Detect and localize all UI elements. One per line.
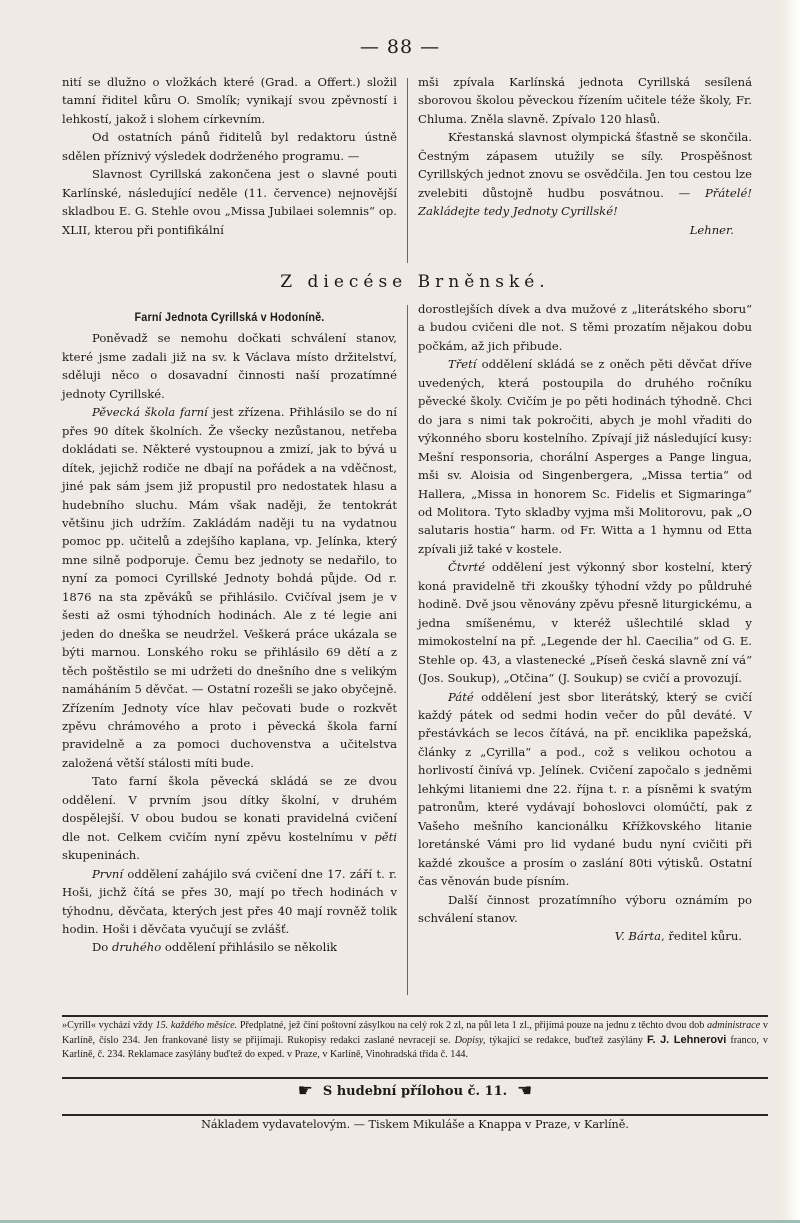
- imprint: Nákladem vydavatelovým. — Tiskem Mikuláše a Knappa v Praze, v Karlíně.: [201, 1118, 629, 1131]
- footer-rule: [62, 1114, 768, 1116]
- emphasis-text: První: [92, 866, 124, 881]
- article-title: Farní Jednota Cyrillská v Hodoníně.: [134, 310, 325, 324]
- paragraph-text: Do: [92, 940, 112, 955]
- paragraph: Slavnost Cyrillská zakončena jest o slavné pouti Karlínské, následující neděle (11. července) nejnovější skladbou E. G. Stehle ovou „Missa Jubilaei solemnis“ op. XLII, kterou při pontifikální: [62, 167, 397, 237]
- emphasis-text: Pěvecká škola farní: [92, 405, 208, 420]
- notice-text: »Cyrill« vychází vždy: [62, 1020, 156, 1031]
- music-supplement-note: [62, 1083, 768, 1100]
- footer-rule: [62, 1015, 768, 1017]
- top-left-column: [62, 73, 397, 239]
- notice-text: týkající se redakce, buďtež zasýlány: [485, 1035, 647, 1046]
- paragraph: [418, 688, 752, 891]
- notice-text: franco, v Karlíně, č. 234. Reklamace zasýlány buďtež do exped. v Praze, v Karlíně, Vinohradská třída č. 144.: [62, 1035, 768, 1060]
- emphasis-text: druhého: [111, 940, 162, 955]
- paragraph-text: oddělení jest výkonný sbor kostelní, který koná pravidelně tři zkoušky týhodní vždy po půldruhé hodině. Dvě jsou věnovány zpěvu přesně liturgickému, a jedna smíšenému, v kteréž ušlechtilé sklad y mimokostelní na př. „Legende der hl. Caecilia“ od G. E. Stehle op. 43, a vlastenecké „Píseň česká slavně zní vá“ (Jos. Soukup), „Otčina“ (J. Soukup) se cvičí a provozují.: [418, 560, 752, 686]
- paragraph: [62, 938, 397, 956]
- paragraph-text: oddělení zahájilo svá cvičení dne 17. září t. r. Hoši, jichž čítá se přes 30, mají po třech hodinách v týhodnu, děvčata, kterých jest přes 40 mají rovněž tolik hodin. Hoši i děvčata vyučují se zvlášť.: [62, 866, 397, 936]
- publication-notice: [62, 1019, 768, 1062]
- paragraph-text: oddělení jest sbor literátský, který se cvičí každý pátek od sedmi hodin večer do půl deváté. V přestávkách se lecos čítává, na př. enciklika papežská, články z „Cyrilla“ a pod., což s velikou ochotou a horlivostí činívá vp. Jelínek. Cvičení započalo s jedněmi lehkými litaniemi dne 22. října t. r. a písněmi k svatým patronům, které vydávají bohoslovci olomúčtí, pak z Vašeho mešního kancionálku Křížkovského litanie loretánské Vámi pro lid vydané budu nyní cvičiti při každé zkoušce a prosím o zaslání 80ti výtisků. Ostatní čas věnován bude písním.: [418, 689, 752, 889]
- signature-name: V. Bárta: [614, 929, 661, 944]
- emphasis-text: Páté: [448, 689, 474, 704]
- section-title: Z diecése Brněnské.: [280, 272, 550, 292]
- notice-emphasis: 15. každého měsíce.: [155, 1020, 238, 1031]
- top-right-column: [418, 73, 752, 239]
- pointing-hand-left-icon: ☛: [517, 1081, 533, 1101]
- paragraph-text: oddělení přihlásilo se několik: [161, 940, 338, 955]
- paragraph: Poněvadž se nemohu dočkati schválení stanov, které jsme zadali již na sv. k Václava místo držitelství, sděluji něco o dosavadní činnosti naší prozatímné jednoty Cyrillské.: [62, 331, 397, 401]
- column-divider: [407, 305, 408, 995]
- paragraph: dorostlejších dívek a dva mužové z „literátského sboru“ a budou cvičeni dle not. S těmi prozatím nějakou dobu počkám, až jich přibude.: [418, 302, 752, 353]
- notice-text: v Karlíně, číslo 234. Jen frankované listy se přijímají. Rukopisy redakci zaslané nevracejí se.: [62, 1020, 769, 1046]
- editor-name: F. J. Lehnerovi: [647, 1034, 727, 1046]
- supplement-text: S hudební přílohou č. 11.: [322, 1084, 508, 1099]
- article-left-column: [62, 308, 397, 957]
- paragraph-text: oddělení skládá se z oněch pěti děvčat dříve uvedených, která postoupila do druhého ročníku pěvecké školy. Cvičím je po pěti hodinách týhodně. Chci do jara s nimi tak pokročiti, abych je mohl vřaditi do výkonného sboru kostelního. Zpívají již následující kusy: Mešní responsoria, chorální Asperges a Pange lingua, mši sv. Aloisia od Singenbergera, „Missa tertia“ od Hallera, „Missa in honorem Sc. Fidelis et Sigmaringa“ od Molitora. Tyto skladby vyjma mši Molitorovu, pak „O salutaris hostia“ harm. od Fr. Witta a 1 hymnu od Etta zpívali již také v kostele.: [418, 357, 752, 556]
- notice-emphasis: Dopisy,: [454, 1035, 486, 1046]
- paragraph: [62, 772, 397, 864]
- paragraph-text: Tato farní škola pěvecká skládá se ze dvou oddělení. V prvním jsou dítky školní, v druhém dospělejší. V obou budou se konati pravidelná cvičení dle not. Celkem cvičím nyní zpěvu kostelnímu v: [62, 774, 397, 844]
- paragraph: nití se dlužno o vložkách které (Grad. a Offert.) složil tamní řiditel kůru O. Smolík; vynikají svou zpěvností i lehkostí, jakož i slohem církevním.: [62, 75, 397, 126]
- page-number: — 88 —: [359, 36, 441, 58]
- paragraph-text: skupeninách.: [62, 848, 140, 863]
- paragraph: [418, 128, 752, 220]
- pointing-hand-right-icon: ☛: [297, 1081, 313, 1101]
- notice-emphasis: administrace: [707, 1020, 761, 1031]
- article-right-column: [418, 300, 752, 946]
- paragraph-text: Křestanská slavnost olympická šťastně se skončila. Čestným zápasem utužily se síly. Prospěšnost Cyrillských jednot znovu se osvědčila. Jen tou cestou lze zvelebiti důstojně hudbu posvátnou. —: [418, 130, 752, 200]
- paragraph: [62, 865, 397, 939]
- emphasis-text: Přátelé! Zakládejte tedy Jednoty Cyrillské!: [418, 185, 752, 219]
- paragraph: [418, 355, 752, 558]
- emphasis-text: Třetí: [448, 357, 477, 372]
- page-edge: [782, 0, 800, 1223]
- emphasis-text: Čtvrté: [448, 560, 486, 575]
- column-divider: [407, 78, 408, 263]
- paragraph: [62, 403, 397, 772]
- paragraph: mši zpívala Karlínská jednota Cyrillská sesílená sborovou školou pěveckou řízením učitele téže školy, Fr. Chluma. Zněla slavně. Zpívalo 120 hlasů.: [418, 75, 752, 126]
- paragraph: Od ostatních pánů řiditelů byl redaktoru ústně sdělen příznivý výsledek dodrženého programu. —: [62, 130, 397, 163]
- signature-title: , ředitel kůru.: [660, 929, 742, 944]
- paragraph: [418, 558, 752, 687]
- notice-text: Předplatné, jež činí poštovní zásylkou na celý rok 2 zl, na půl leta 1 zl., přijímá pouze na jednu z těchto dvou dob: [237, 1020, 708, 1031]
- signature: [418, 927, 752, 945]
- footer-rule: [62, 1077, 768, 1079]
- emphasis-text: pěti: [374, 829, 397, 844]
- paragraph-text: jest zřízena. Přihlásilo se do ní přes 90 dítek školních. Že všecky nezůstanou, netřeba dokládati se. Některé vystoupnou a zmizí, jak to bývá u dítek, jejichž rodiče ne dbají na pořádek a na vděčnost, jiné pak sám jsem již propustil pro nedostatek hlasu a hudebního sluchu. Mám však naději, že tentokrát většinu jich udržím. Zakládám naději tu na vydatnou pomoc pp. učitelů a zdejšího kaplana, vp. Jelínka, který mne silně podporuje. Čemu bez jednoty se nedařilo, to nyní za pomoci Cyrillské Jednoty bohdá půjde. Od r. 1876 na sta zpěváků se přihlásilo. Cvičíval jsem je v šesti až osmi týhodních hodinách. Ale z té legie ani jeden do dneška se neudržel. Veškerá práce ukázala se býti marnou. Lonského roku se přihlásilo 69 dětí a z těch poštěstilo se mi udržeti do dnešního dne s velikým namáháním 5 děvčat. — Ostatní rozešli se jako obyčejně. Zřízením Jednoty více hlav pečovati bude o rozkvět zpěvu chrámového a proto i pěvecká škola farní pravidelně a za pomoci duchovenstva a učitelstva založená větší stálosti míti bude.: [62, 405, 397, 770]
- signature: Lehner.: [689, 222, 734, 237]
- paragraph: Další činnost prozatímního výboru oznámím po schválení stanov.: [418, 892, 752, 925]
